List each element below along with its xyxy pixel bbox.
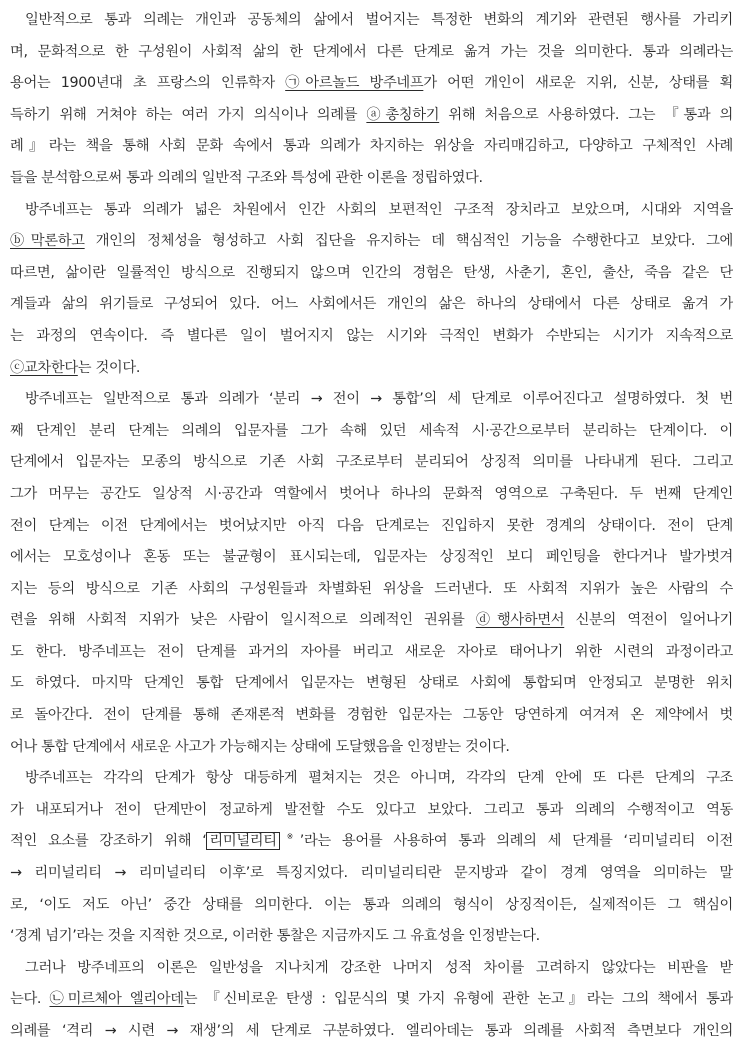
text-line [10, 700, 733, 732]
text-segment: 방주네프는 각각의 단계가 항상 대등하게 펼쳐지는 것은 아니며, 각각의 단계 안에 또 다른 단계의 구조 [25, 770, 733, 787]
text-line [10, 384, 733, 416]
text-line [10, 479, 733, 511]
text-line [10, 953, 733, 985]
text-segment: 일반적으로 통과 의례는 개인과 공동체의 삶에서 벌어지는 특정한 변화의 계기와 관련된 행사를 가리키 [25, 12, 733, 28]
text-line [10, 289, 733, 321]
text-segment: 계들과 삶의 위기들로 구성되어 있다. 어느 사회에서든 개인의 삶은 하나의 상태에서 다른 상태로 옮겨 가 [10, 296, 733, 313]
text-line [10, 795, 733, 827]
text-line [10, 353, 733, 385]
text-segment: 전이 단계는 이전 단계에서는 벗어났지만 아직 다음 단계로는 진입하지 못한 경계의 상태이다. 전이 단계 [10, 517, 733, 534]
text-segment: 째 단계인 분리 단계는 의례의 입문자를 그가 속해 있던 세속적 시·공간으로부터 분리하는 단계이다. 이 [10, 422, 733, 439]
text-line [10, 226, 733, 258]
text-line [10, 1016, 733, 1048]
text-segment: 의례를 ‘격리 → 시련 → 재생’의 세 단계로 구분하였다. 엘리아데는 통과 의례를 사회적 측면보다 개인의 [10, 1023, 733, 1039]
text-line [10, 321, 733, 353]
text-line [10, 890, 733, 922]
underlined-term: ⓒ교차한다 [10, 359, 78, 376]
text-segment: 위해 처음으로 사용하였다. 그는 『통과 의 [439, 106, 733, 123]
text-segment: 로, ‘이도 저도 아닌’ 중간 상태를 의미한다. 이는 통과 의례의 형식이 상징적이든, 실제적이든 그 핵심이 [10, 896, 733, 913]
text-segment: 방주네프는 통과 의례가 넓은 차원에서 인간 사회의 보편적인 구조적 장치라고 보았으며, 시대와 지역을 [25, 201, 733, 218]
text-segment: 는 『신비로운 탄생 : 입문식의 몇 가지 유형에 관한 논고』라는 그의 책에서 통과 [183, 991, 733, 1008]
text-line [10, 668, 733, 700]
text-segment: 개인의 정체성을 형성하고 사회 집단을 유지하는 데 핵심적인 기능을 수행한다고 보았다. 그에 [84, 233, 733, 250]
text-line [10, 858, 733, 890]
underlined-term: ㉠아르놀드 방주네프 [285, 75, 424, 92]
footnote-mark: ※ [279, 832, 300, 842]
text-line [10, 637, 733, 669]
text-segment: → 리미널리티 → 리미널리티 이후’로 특징지었다. 리미널리티란 문지방과 같이 경계 영역을 의미하는 말 [10, 865, 733, 882]
text-line [10, 37, 733, 69]
underlined-term: ⓓ행사하면서 [475, 612, 565, 629]
text-segment: 가 내포되거나 전이 단계만이 정교하게 발전할 수도 있다고 보았다. 그리고 통과 의례의 수행적이고 역동 [10, 801, 733, 818]
text-line [10, 195, 733, 227]
text-segment: 지는 등의 방식으로 기존 사회의 구성원들과 차별화된 위상을 드러낸다. 또 사회적 지위가 높은 사람의 수 [10, 580, 733, 597]
text-segment: 들을 분석함으로써 통과 의례의 일반적 구조와 특성에 관한 이론을 정립하였다. [10, 169, 483, 186]
text-line [10, 511, 733, 543]
text-segment: 득하기 위해 거쳐야 하는 여러 가지 의식이나 의례를 [10, 106, 367, 123]
text-segment: 련을 위해 사회적 지위가 낮은 사람이 일시적으로 의례적인 권위를 [10, 612, 476, 629]
text-line [10, 163, 733, 195]
text-line [10, 100, 733, 132]
text-segment: 에서는 모호성이나 혼동 또는 불균형이 표시되는데, 입문자는 상징적인 보디 페인팅을 한다거나 발가벗겨 [10, 549, 733, 566]
text-segment: 방주네프는 일반적으로 통과 의례가 ‘분리 → 전이 → 통합’의 세 단계로 이루어진다고 설명하였다. 첫 번 [25, 391, 733, 408]
text-line [10, 574, 733, 606]
boxed-term: 리미널리티 [206, 832, 279, 850]
text-segment: 그러나 방주네프의 이론은 일반성을 지나치게 강조한 나머지 성적 차이를 고려하지 않았다는 비판을 받 [25, 959, 733, 976]
text-segment: 도 하였다. 마지막 단계인 통합 단계에서 입문자는 변형된 상태로 사회에 통합되며 안정되고 분명한 위치 [10, 675, 733, 692]
text-line [10, 542, 733, 574]
text-line [10, 763, 733, 795]
underlined-term: ⓑ막론하고 [10, 233, 85, 250]
text-segment: 는 과정의 연속이다. 즉 별다른 일이 벌어지지 않는 시기와 극적인 변화가 수반되는 시기가 지속적으로 [10, 327, 733, 344]
text-segment: 신분의 역전이 일어나기 [564, 612, 733, 629]
text-line [10, 416, 733, 448]
text-line [10, 826, 733, 858]
underlined-term: ⓐ총칭하기 [366, 106, 440, 123]
text-line [10, 447, 733, 479]
text-segment: 적인 요소를 강조하기 위해 ‘ [10, 833, 207, 850]
underlined-term: ㉡미르체아 엘리아데 [49, 991, 184, 1008]
text-line [10, 605, 733, 637]
text-segment: 가 어떤 개인이 새로운 지위, 신분, 상태를 획 [423, 75, 733, 92]
text-segment: 따르면, 삶이란 일률적인 방식으로 진행되지 않으며 인간의 경험은 탄생, 사춘기, 혼인, 출산, 죽음 같은 단 [10, 264, 733, 281]
text-line [10, 258, 733, 290]
text-line [10, 921, 733, 953]
text-segment: 며, 문화적으로 한 구성원이 사회적 삶의 한 단계에서 다른 단계로 옮겨 가는 것을 의미한다. 통과 의례라는 [10, 43, 733, 60]
text-segment: 용어는 1900년대 초 프랑스의 인류학자 [10, 75, 286, 92]
text-line [10, 131, 733, 163]
text-segment: 로 돌아간다. 전이 단계를 통해 존재론적 변화를 경험한 입문자는 그동안 당연하게 여겨져 온 제약에서 벗 [10, 707, 733, 724]
text-segment: 는다. [10, 991, 50, 1008]
text-segment: 는 것이다. [77, 359, 141, 376]
text-segment: 단계에서 입문자는 모종의 방식으로 기존 사회 구조로부터 분리되어 상징적 의미를 나타내게 된다. 그리고 [10, 454, 733, 471]
text-line [10, 5, 733, 37]
text-segment: 도 한다. 방주네프는 전이 단계를 과거의 자아를 버리고 새로운 자아로 태어나기 위한 시련의 과정이라고 [10, 643, 733, 660]
text-segment: 례』라는 책을 통해 사회 문화 속에서 통과 의례가 차지하는 위상을 자리매김하고, 다양하고 구체적인 사례 [10, 138, 733, 155]
text-line [10, 732, 733, 764]
text-segment: 그가 머무는 공간도 일상적 시·공간과 역할에서 벗어나 하나의 문화적 영역으로 구축된다. 두 번째 단계인 [10, 485, 733, 502]
text-line [10, 68, 733, 100]
text-segment: 어나 통합 단계에서 새로운 사고가 가능해지는 상태에 도달했음을 인정받는 것이다. [10, 738, 510, 755]
text-segment: ‘경계 넘기’라는 것을 지적한 것으로, 이러한 통찰은 지금까지도 그 유효성을 인정받는다. [10, 928, 540, 945]
text-segment: ’라는 용어를 사용하여 통과 의례의 세 단계를 ‘리미널리티 이전 [299, 833, 733, 850]
text-line [10, 984, 733, 1016]
